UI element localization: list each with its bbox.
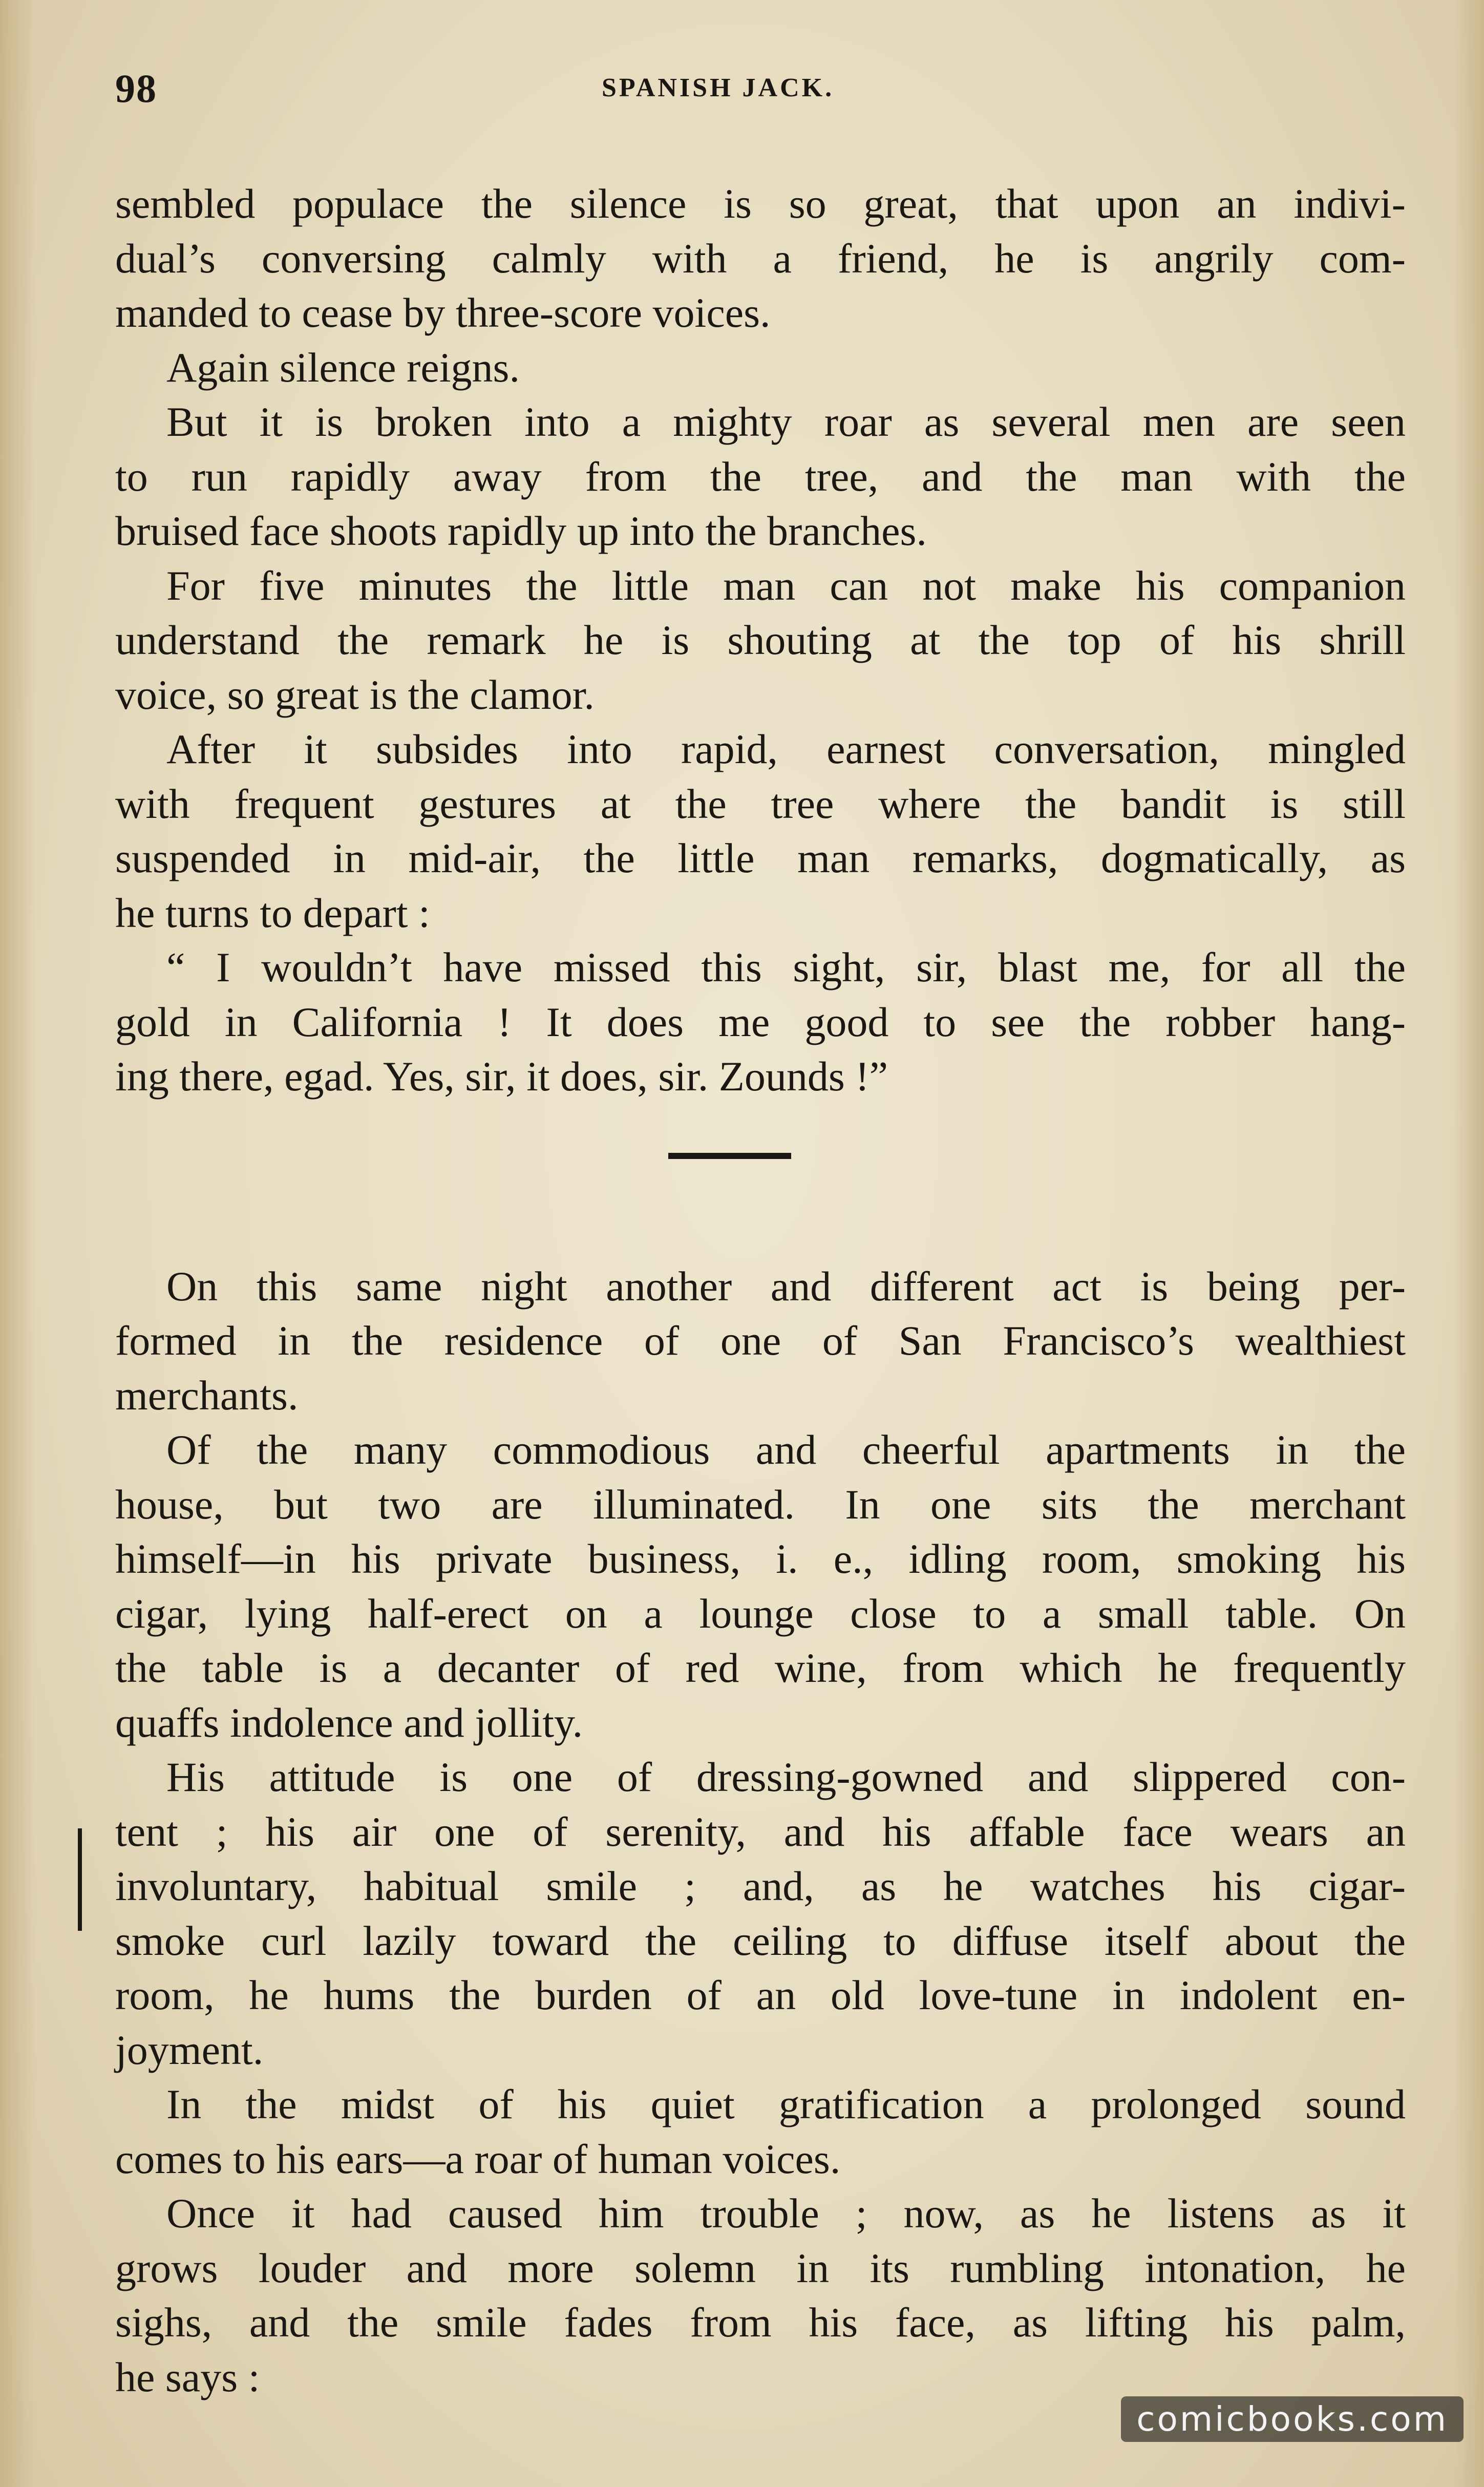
text-line: manded to cease by three-score voices. [115,289,771,336]
text-line: sighs, and the smile fades from his face, as lifting his palm, [115,2299,1406,2346]
text-line: gold in California ! It does me good to see the robber hang- [115,998,1406,1045]
text-line: bruised face shoots rapidly up into the branches. [115,508,927,554]
text-line: with frequent gestures at the tree where the bandit is still [115,780,1406,827]
text-line: His attitude is one of dressing-gowned and slippered con- [166,1754,1406,1800]
text-line: he turns to depart : [115,889,430,936]
text-line: In the midst of his quiet gratification a prolonged sound [166,2081,1406,2127]
text-line: sembled populace the silence is so great, that upon an indivi- [115,180,1406,227]
text-line: But it is broken into a mighty roar as several men are seen [166,398,1406,445]
running-head: SPANISH JACK. [602,73,835,102]
text-line: joyment. [115,2026,264,2073]
section-break [115,1104,1406,1259]
text-line: involuntary, habitual smile ; and, as he watches his cigar- [115,1863,1406,1909]
margin-mark [78,1828,82,1931]
text-line: himself—in his private business, i. e., idling room, smoking his [115,1535,1406,1582]
page-header [115,66,1406,127]
text-line: smoke curl lazily toward the ceiling to diffuse itself about the [115,1917,1406,1964]
text-line: merchants. [115,1372,299,1419]
text-line: grows louder and more solemn in its rumbling intonation, he [115,2244,1406,2291]
text-section-two [115,1259,1406,2405]
text-line: comes to his ears—a roar of human voices. [115,2135,841,2182]
text-line: For five minutes the little man can not make his companion [166,562,1406,609]
text-line: he says : [115,2353,260,2400]
text-section-one [115,177,1406,1104]
text-line: to run rapidly away from the tree, and the man with the [115,453,1406,500]
text-line: quaffs indolence and jollity. [115,1699,583,1746]
text-line: house, but two are illuminated. In one sits the merchant [115,1481,1406,1528]
text-line: On this same night another and different act is being per- [166,1262,1406,1310]
text-line: voice, so great is the clamor. [115,671,595,718]
text-line: suspended in mid-air, the little man remarks, dogmatically, as [115,835,1406,881]
section-divider-rule [668,1153,791,1159]
body-text [115,177,1406,2405]
text-line: formed in the residence of one of San Francisco’s wealthiest [115,1317,1406,1364]
text-line: cigar, lying half-erect on a lounge close to a small table. On [115,1590,1406,1637]
text-line: tent ; his air one of serenity, and his affable face wears an [115,1808,1406,1855]
text-line: understand the remark he is shouting at the top of his shrill [115,617,1406,663]
text-line: dual’s conversing calmly with a friend, he is angrily com- [115,235,1406,282]
text-line: room, he hums the burden of an old love-tune in indolent en- [115,1972,1406,2018]
text-line: “ I wouldn’t have missed this sight, sir, blast me, for all the [166,944,1406,990]
text-line: Once it had caused him trouble ; now, as he listens as it [166,2190,1406,2237]
text-line: Of the many commodious and cheerful apartments in the [166,1426,1406,1473]
text-line: After it subsides into rapid, earnest conversation, mingled [166,726,1406,772]
text-line: the table is a decanter of red wine, from which he frequently [115,1645,1406,1691]
watermark: comicbooks.com [1121,2396,1464,2442]
page-edge-shadow-right [1453,0,1484,2487]
text-line: Again silence reigns. [166,344,520,391]
page-edge-shadow-left [0,0,36,2487]
text-line: ing there, egad. Yes, sir, it does, sir. Zounds !” [115,1053,888,1100]
page-number: 98 [115,66,157,111]
